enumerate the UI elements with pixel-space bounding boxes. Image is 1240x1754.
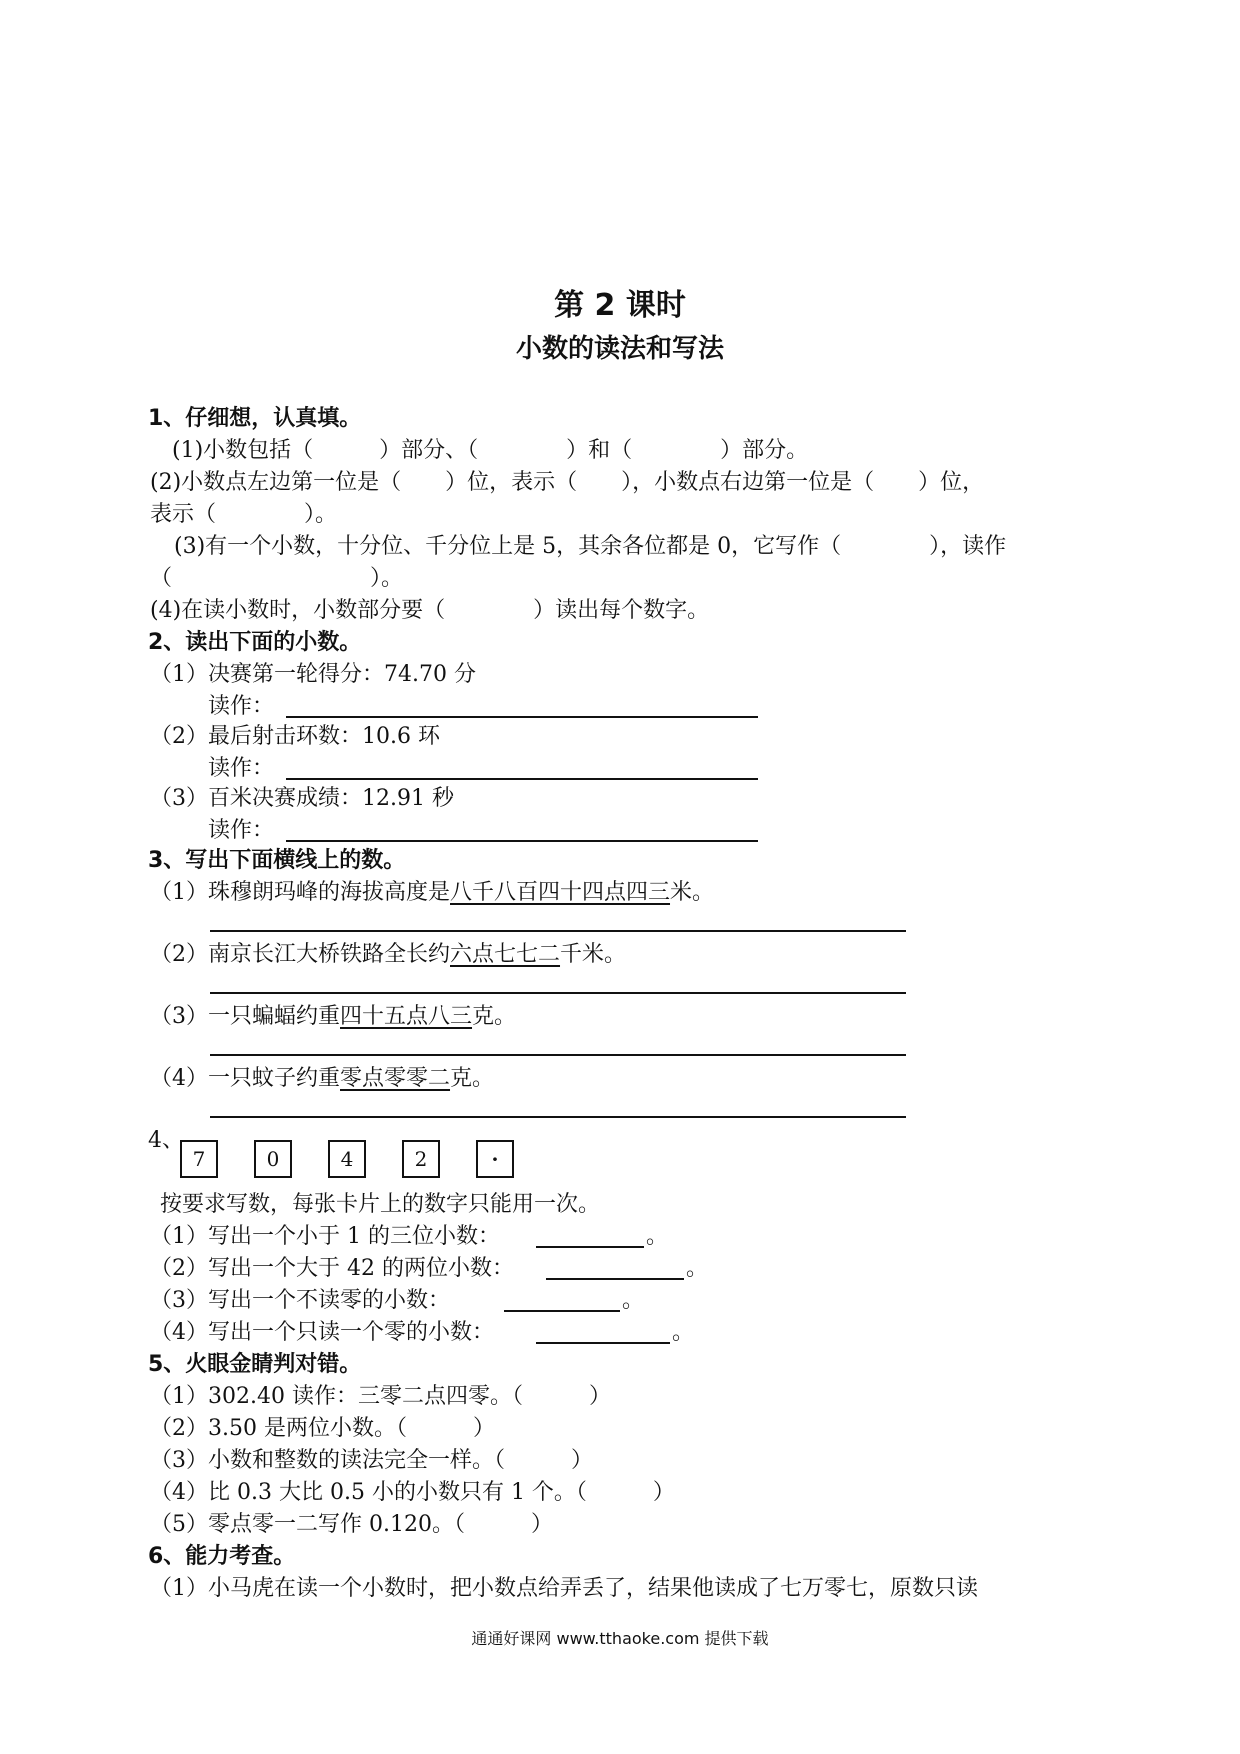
page-subtitle: 小数的读法和写法 [515,334,724,364]
s2-item-2: （2）最后射击环数：10.6 环 [150,724,440,749]
s1-line-1: (1)小数包括（ ）部分、（ ）和（ ）部分。 [172,438,809,463]
digit-card-4: 4 [328,1140,366,1178]
s4-item-4-period: 。 [672,1320,695,1345]
s3-item-2-underlined: 六点七七二 [450,942,561,967]
s3-item-1-unit: 米。 [670,880,715,905]
s2-read-label-1: 读作： [208,694,275,719]
s4-instructions: 按要求写数，每张卡片上的数字只能用一次。 [160,1192,601,1217]
s3-answer-line-1[interactable] [210,930,906,932]
s3-item-3-text: （3）一只蝙蝠约重 [150,1004,340,1029]
s2-read-label-3: 读作： [208,818,275,843]
section-1-heading: 1、仔细想，认真填。 [148,406,362,431]
s4-item-4: （4）写出一个只读一个零的小数： [150,1320,494,1345]
s1-line-5: （ ）。 [150,566,404,591]
s2-item-1: （1）决赛第一轮得分：74.70 分 [150,662,476,687]
s5-item-4: （4）比 0.3 大比 0.5 小的小数只有 1 个。（ ） [150,1480,675,1505]
page-footer: 通通好课网 www.tthaoke.com 提供下载 [471,1629,769,1648]
s6-item-1: （1）小马虎在读一个小数时，把小数点给弄丢了，结果他读成了七万零七，原数只读 [150,1576,978,1601]
s2-answer-line-3[interactable] [286,840,758,842]
s4-answer-line-2[interactable] [546,1278,684,1280]
s1-line-3: 表示（ ）。 [150,502,338,527]
s4-answer-line-3[interactable] [504,1310,620,1312]
s3-item-3-unit: 克。 [472,1004,517,1029]
s4-answer-line-4[interactable] [536,1342,670,1344]
s3-item-2 [150,940,626,970]
s3-item-4-text: （4）一只蚊子约重 [150,1066,340,1091]
section-3-heading: 3、写出下面横线上的数。 [148,848,406,873]
s3-answer-line-2[interactable] [210,992,906,994]
s1-line-6: (4)在读小数时，小数部分要（ ）读出每个数字。 [150,598,710,623]
s4-item-3-period: 。 [622,1288,645,1313]
s5-item-5: （5）零点零一二写作 0.120。（ ） [150,1512,553,1537]
digit-card-7: 7 [180,1140,218,1178]
s3-item-3 [150,1002,516,1032]
s3-item-1 [150,878,714,908]
s5-item-1: （1）302.40 读作：三零二点四零。（ ） [150,1384,611,1409]
s2-answer-line-2[interactable] [286,778,758,780]
section-5-heading: 5、火眼金睛判对错。 [148,1352,362,1377]
digit-card-0: 0 [254,1140,292,1178]
section-4-number: 4、 [148,1128,184,1153]
s3-answer-line-4[interactable] [210,1116,906,1118]
s2-answer-line-1[interactable] [286,716,758,718]
s5-item-2: （2）3.50 是两位小数。（ ） [150,1416,495,1441]
s1-line-2: (2)小数点左边第一位是（ ）位，表示（ ），小数点右边第一位是（ ）位， [150,470,985,495]
s3-item-3-underlined: 四十五点八三 [340,1004,473,1029]
s3-item-4-underlined: 零点零零二 [340,1066,451,1091]
s1-line-4: (3)有一个小数，十分位、千分位上是 5，其余各位都是 0，它写作（ ），读作 [174,534,1007,559]
section-6-heading: 6、能力考查。 [148,1544,296,1569]
digit-card-2: 2 [402,1140,440,1178]
section-2-heading: 2、读出下面的小数。 [148,630,362,655]
s3-item-1-underlined: 八千八百四十四点四三 [450,880,671,905]
s5-item-3: （3）小数和整数的读法完全一样。（ ） [150,1448,593,1473]
s3-item-4-unit: 克。 [450,1066,495,1091]
page-title: 第 2 课时 [554,288,686,323]
s3-item-2-unit: 千米。 [560,942,627,967]
s4-item-3: （3）写出一个不读零的小数： [150,1288,450,1313]
s3-item-4 [150,1064,494,1094]
s4-item-2-period: 。 [686,1256,709,1281]
decimal-point-card: · [476,1140,514,1178]
s4-answer-line-1[interactable] [536,1246,644,1248]
s3-item-2-text: （2）南京长江大桥铁路全长约 [150,942,450,967]
s4-item-1-period: 。 [646,1224,669,1249]
s3-answer-line-3[interactable] [210,1054,906,1056]
s3-item-1-text: （1）珠穆朗玛峰的海拔高度是 [150,880,450,905]
s4-item-2: （2）写出一个大于 42 的两位小数： [150,1256,514,1281]
s2-item-3: （3）百米决赛成绩：12.91 秒 [150,786,454,811]
s2-read-label-2: 读作： [208,756,275,781]
s4-item-1: （1）写出一个小于 1 的三位小数： [150,1224,500,1249]
